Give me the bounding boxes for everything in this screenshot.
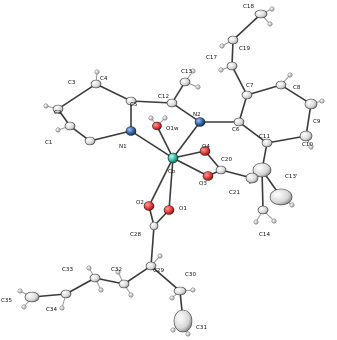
label-c29: C29 — [153, 268, 165, 274]
label-c12: C12 — [158, 94, 170, 100]
atom-c8 — [276, 81, 286, 89]
atom-c11 — [262, 139, 272, 147]
label-n2: N2 — [193, 112, 201, 118]
label-c20: C20 — [221, 157, 233, 163]
label-o1w: O1w — [166, 126, 179, 132]
label-c17: C17 — [206, 55, 218, 61]
atom-labels — [1, 4, 321, 331]
label-c7: C7 — [246, 83, 254, 89]
label-c6: C6 — [232, 127, 240, 133]
atom-c28 — [150, 222, 158, 230]
atom-c18 — [255, 10, 267, 18]
label-c9: C9 — [313, 119, 321, 125]
atom-c14 — [258, 206, 268, 214]
atom-c13 — [180, 78, 190, 86]
label-c11: C11 — [259, 134, 271, 140]
label-o3: O3 — [199, 181, 207, 187]
atom-c13p — [270, 189, 292, 205]
atom-c1 — [85, 137, 95, 145]
atom-c7 — [242, 91, 252, 99]
label-c1: C1 — [45, 140, 53, 146]
atom-o2 — [144, 202, 154, 211]
label-c19: C19 — [239, 46, 251, 52]
atom-c19 — [228, 36, 238, 44]
label-c13: C13 — [181, 69, 193, 75]
label-c28: C28 — [130, 232, 142, 238]
label-c31: C31 — [196, 325, 208, 331]
atom-c20 — [216, 166, 226, 174]
label-c8: C8 — [293, 85, 301, 91]
label-c34: C34 — [46, 307, 58, 313]
atom-n2 — [195, 118, 205, 127]
label-c30: C30 — [185, 272, 197, 278]
atom-c33 — [90, 274, 100, 282]
label-c35: C35 — [1, 298, 13, 304]
oxygen-atoms — [144, 122, 213, 215]
atom-o3 — [203, 172, 213, 181]
label-c33: C33 — [62, 267, 74, 273]
label-c14: C14 — [259, 232, 271, 238]
atom-c32 — [119, 280, 129, 288]
atom-c30 — [174, 287, 186, 295]
atom-n1 — [126, 127, 136, 136]
label-n1: N1 — [119, 144, 127, 150]
atom-co — [168, 153, 178, 163]
cobalt-atom — [168, 153, 178, 163]
atom-c12 — [167, 99, 177, 107]
atom-o1w — [153, 122, 162, 130]
label-o4: O4 — [202, 144, 210, 150]
atom-c35 — [25, 292, 39, 302]
atom-c9 — [305, 99, 317, 109]
label-c21: C21 — [229, 190, 241, 196]
label-c10: C10 — [302, 142, 314, 148]
atom-c10 — [300, 131, 312, 141]
label-c32: C32 — [111, 267, 123, 273]
label-c3: C3 — [68, 80, 76, 86]
atom-o1 — [164, 206, 174, 215]
atom-c31 — [174, 310, 192, 332]
atom-c34 — [61, 290, 71, 298]
label-c13p: C13' — [285, 174, 298, 180]
label-c2: C2 — [54, 110, 62, 116]
atom-c2 — [65, 122, 75, 130]
atom-c17 — [227, 62, 237, 70]
label-c18: C18 — [243, 4, 255, 10]
label-c5: C5 — [130, 102, 138, 108]
atom-c22 — [246, 173, 258, 183]
label-c4: C4 — [100, 76, 108, 82]
label-o1: O1 — [179, 206, 187, 212]
atom-c6 — [234, 118, 244, 126]
label-o2: O2 — [136, 200, 144, 206]
label-co: Co — [168, 169, 176, 175]
